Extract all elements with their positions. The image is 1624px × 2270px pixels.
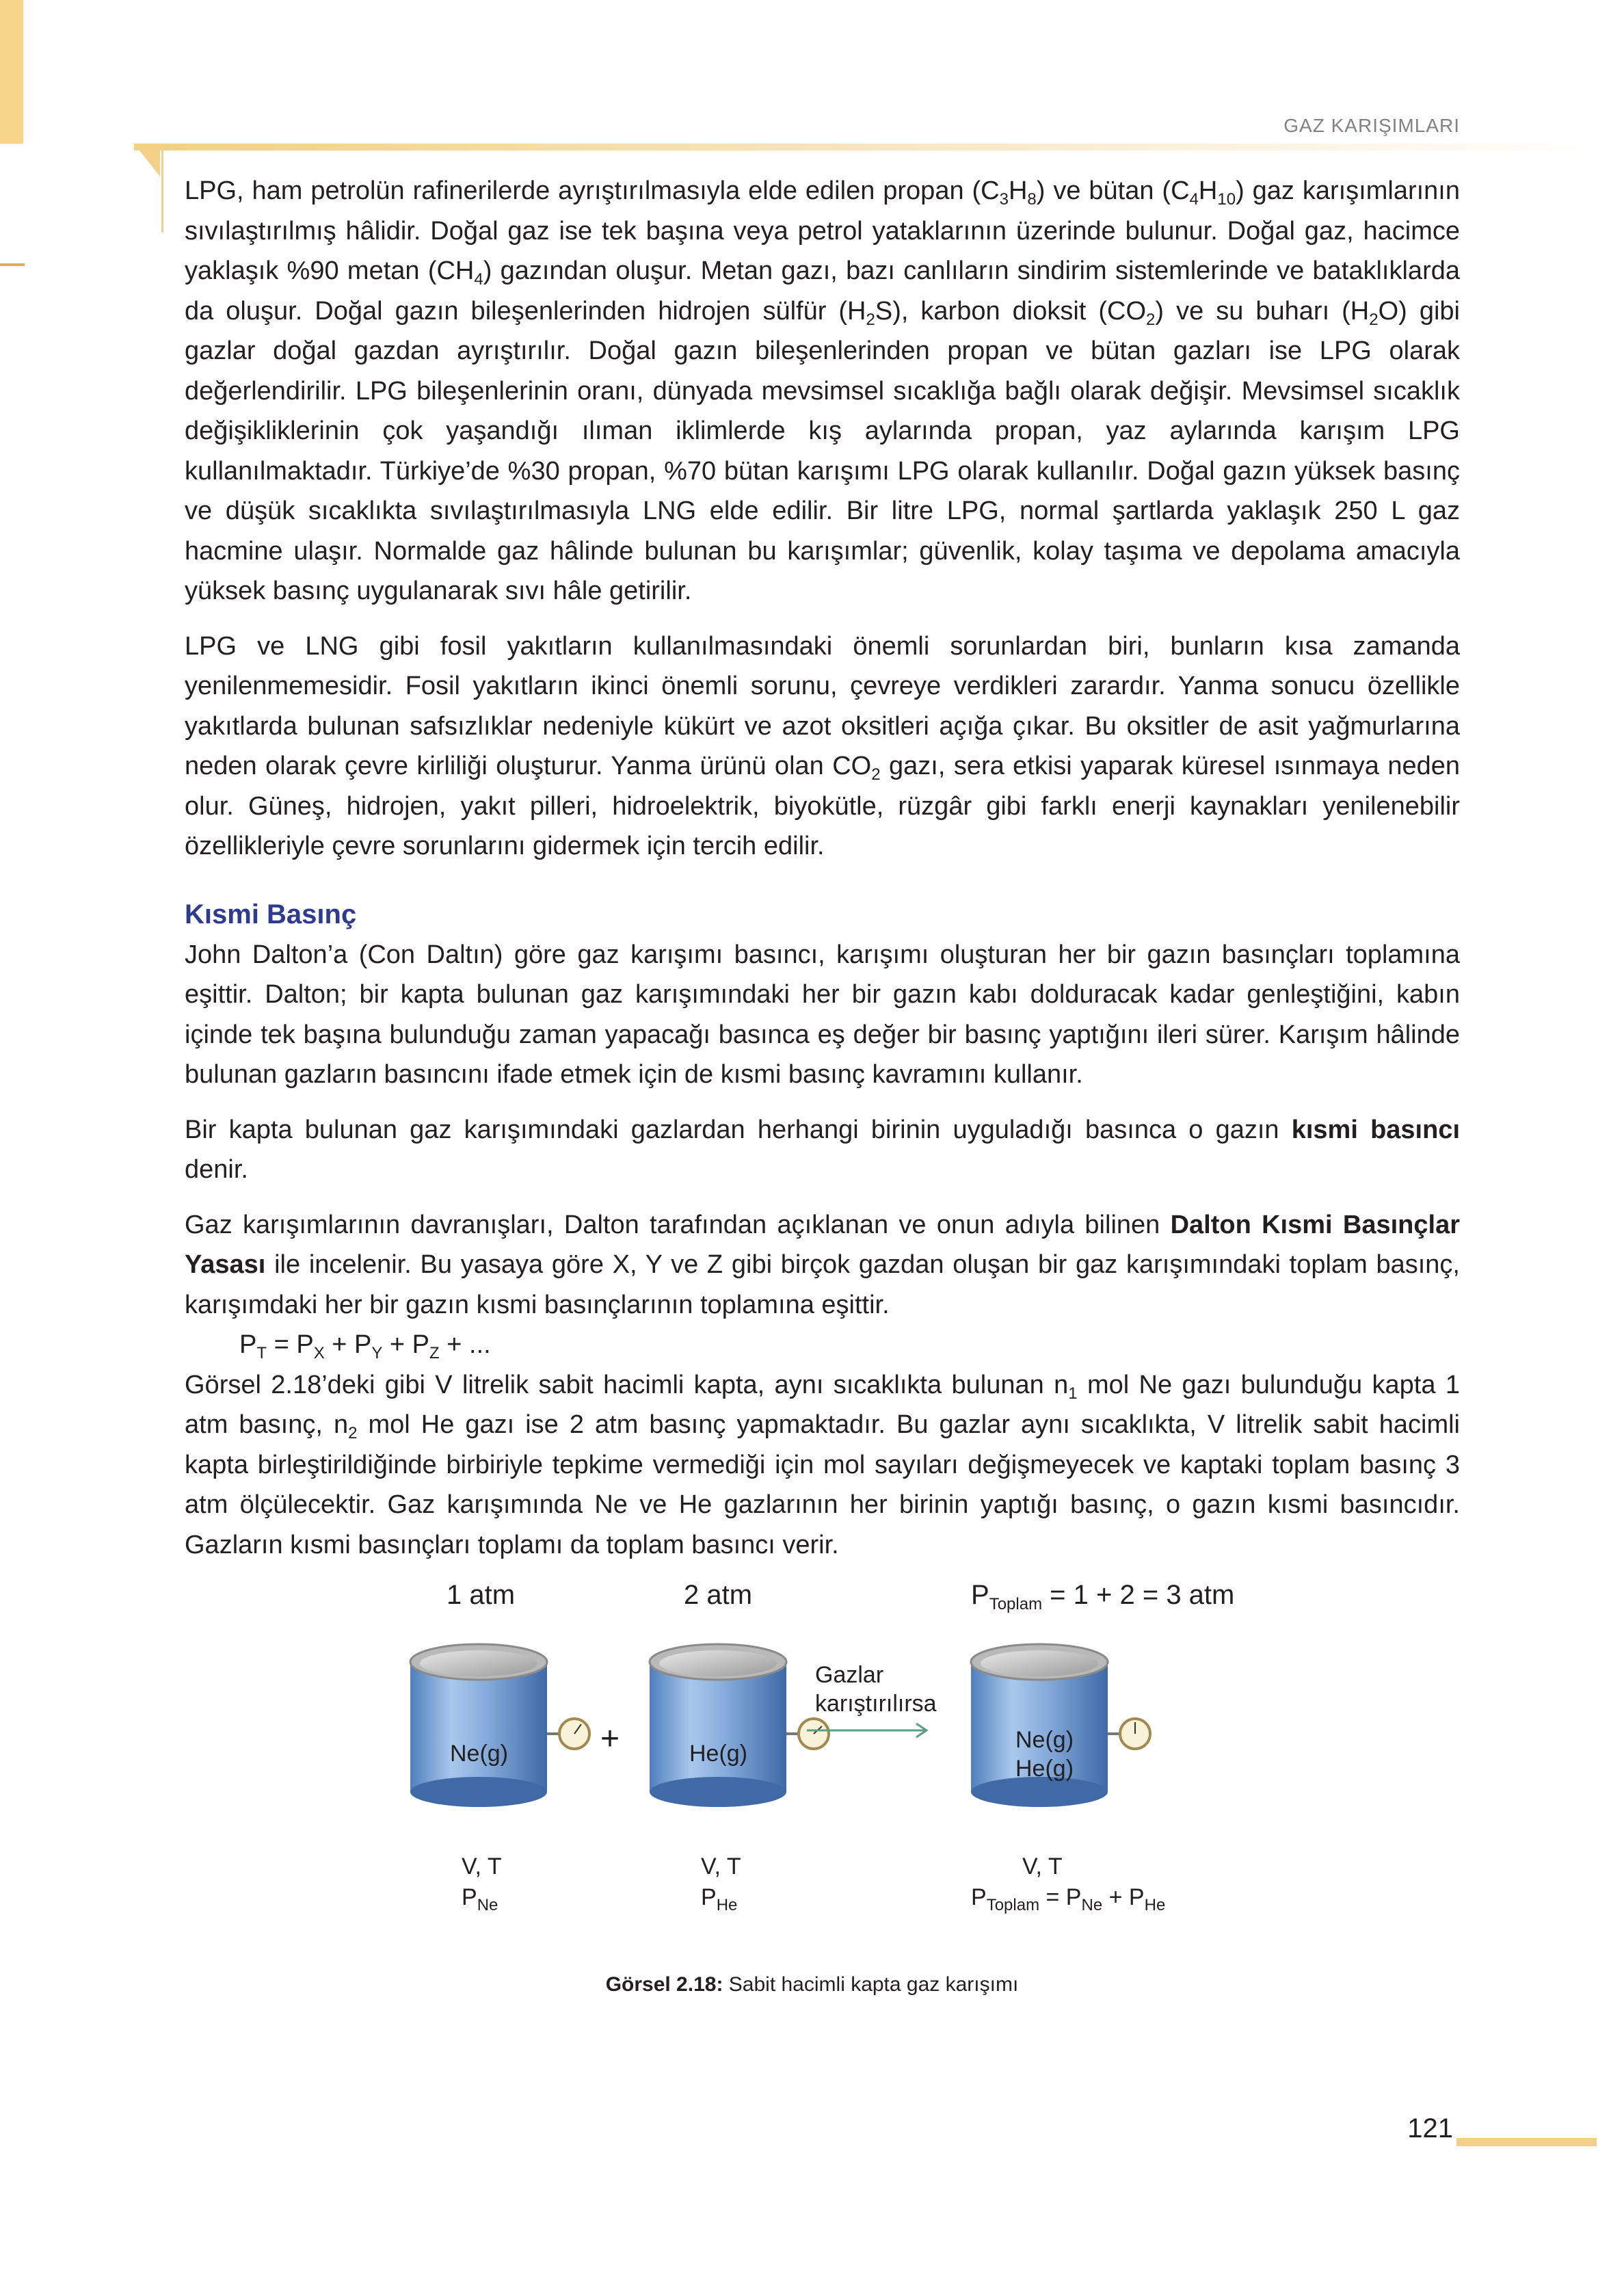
dalton-formula: $P_T = P_X + P_Y + P_Z$ + ...	[239, 1330, 491, 1362]
label-mix-total: $P_{Toplam} = P_{Ne} + P_{He}$	[971, 1884, 1166, 1914]
figure-caption: Görsel 2.18: Sabit hacimli kapta gaz karışımı	[605, 1973, 1019, 1996]
plus-sign: +	[600, 1721, 620, 1757]
arrow-label-line2: karıştırılırsa	[815, 1691, 937, 1717]
container-ne	[410, 1644, 589, 1807]
label-mix-ne: Ne(g)	[1015, 1727, 1074, 1753]
paragraph-fossil: LPG ve LNG gibi fosil yakıtların kullanılmasındaki önemli sorunlardan biri, bunların kısa zamanda yenilenmemesidir. Fosil yakıtların ikinci önemli sorunu, çevreye verdikleri zarardır. Yanma sonucu özellikle yakıtlarda bulunan safsızlıklar nedeniyle kükürt ve azot oksitleri açığa çıkar. Bu oksitler de asit yağmurlarına neden olarak çevre kirliliği oluşturur. Yanma ürünü olan $CO_2$ gazı, sera etkisi yaparak küresel ısınmaya neden olur. Güneş, hidrojen, yakıt pilleri, hidroelektrik, biyokütle, rüzgâr gibi farklı enerji kaynakları yenilenebilir özellikleriyle çevre sorunlarını gidermek için tercih edilir.	[185, 631, 1461, 860]
label-he-gas: He(g)	[689, 1741, 748, 1767]
paragraph-partial-pressure: Bir kapta bulunan gaz karışımındaki gazlardan herhangi birinin uyguladığı basınca o gazın kısmi basıncı denir.	[185, 1115, 1461, 1184]
container-he	[650, 1644, 829, 1807]
header-rule	[134, 144, 1597, 150]
left-margin-bar	[0, 0, 23, 144]
paragraph-example: Görsel 2.18’deki gibi V litrelik sabit hacimli kapta, aynı sıcaklıkta bulunan $n_1$ mol Ne gazı bulunduğu kapta 1 atm basınç, $n_2$ mol He gazı ise 2 atm basınç yapmaktadır. Bu gazlar aynı sıcaklıkta, V litrelik sabit hacimli kapta birleştirildiğinde birbiriyle tepkime vermediği için mol sayıları değişmeyecek ve kaptaki toplam basınç 3 atm ölçülecektir. Gaz karışımında Ne ve He gazlarının her birinin yaptığı basınç, o gazın kısmi basıncıdır. Gazların kısmi basınçları toplamı da toplam basıncı verir.	[185, 1370, 1460, 1559]
footer-rule	[1456, 2138, 1597, 2146]
label-he-pressure: 2 atm	[684, 1580, 753, 1610]
paragraph-lpg: LPG, ham petrolün rafinerilerde ayrıştırılmasıyla elde edilen propan $(C_3H_8)$ ve bütan $(C_4H_{10})$ gaz karışımlarının sıvılaştırılmış hâlidir. Doğal gaz ise tek başına veya petrol yataklarının üzerinde bulunur. Doğal gaz, hacimce yaklaşık %90 metan $(CH_4)$ gazından oluşur. Metan gazı, bazı canlıların sindirim sistemlerinde ve bataklıklarda da oluşur. Doğal gazın bileşenlerinden hidrojen sülfür $(H_2S)$, karbon dioksit $(CO_2)$ ve su buharı $(H_2O)$ gibi gazlar doğal gazdan ayrıştırılır. Doğal gazın bileşenlerinden propan ve bütan gazları ise LPG olarak değerlendirilir. LPG bileşenlerinin oranı, dünyada mevsimsel sıcaklığa bağlı olarak değişir. Mevsimsel sıcaklık değişikliklerinin çok yaşandığı ılıman iklimlerde kış aylarında propan, yaz aylarında karışım LPG kullanılmaktadır. Türkiye’de %30 propan, %70 bütan karışımı LPG olarak kullanılır. Doğal gazın yüksek basınç ve düşük sıcaklıkta sıvılaştırılmasıyla LNG elde edilir. Bir litre LPG, normal şartlarda yaklaşık 250 L gaz hacmine ulaşır. Normalde gaz hâlinde bulunan bu karışımlar; güvenlik, kolay taşıma ve depolama amacıyla yüksek basınç uygulanarak sıvı hâle getirilir.	[185, 176, 1461, 605]
label-he-partial: $P_{He}$	[701, 1884, 738, 1914]
label-ne-pressure: 1 atm	[447, 1580, 516, 1610]
left-margin-tick	[0, 263, 25, 266]
label-ne-partial: $P_{Ne}$	[462, 1884, 498, 1914]
page-number: 121	[1407, 2113, 1453, 2143]
label-ne-vt: V, T	[462, 1853, 502, 1879]
label-mix-he: He(g)	[1015, 1756, 1074, 1782]
paragraph-dalton-law: Gaz karışımlarının davranışları, Dalton tarafından açıklanan ve onun adıyla bilinen Dalton Kısmi Basınçlar Yasası ile incelenir. Bu yasaya göre X, Y ve Z gibi birçok gazdan oluşan bir gaz karışımındaki toplam basınç, karışımdaki her bir gazın kısmi basınçlarının toplamına eşittir.	[185, 1210, 1460, 1319]
label-total-pressure: $P_{Toplam} = 1 + 2 = 3$ atm	[971, 1580, 1235, 1613]
label-he-vt: V, T	[701, 1853, 741, 1879]
header-corner	[134, 144, 160, 176]
main-text	[185, 171, 1460, 1565]
container-mixture	[971, 1644, 1150, 1807]
header-vertical-rule	[161, 150, 163, 233]
label-mix-vt: V, T	[1022, 1853, 1063, 1879]
section-heading: Kısmi Basınç	[185, 899, 357, 929]
paragraph-dalton: John Dalton’a (Con Daltın) göre gaz karışımı basıncı, karışımı oluşturan her bir gazın basınçları toplamına eşittir. Dalton; bir kapta bulunan gaz karışımındaki her bir gazın kabı dolduracak kadar genleştiğini, kabın içinde tek başına bulunduğu zaman yapacağı basınca eş değer bir basınç yaptığını ileri sürer. Karışım hâlinde bulunan gazların basıncını ifade etmek için de kısmi basınç kavramını kullanır.	[185, 940, 1460, 1089]
chapter-header: GAZ KARIŞIMLARI	[1283, 115, 1460, 136]
arrow-label-line1: Gazlar	[815, 1662, 884, 1688]
label-ne-gas: Ne(g)	[450, 1741, 509, 1767]
figure-gas-mixture	[369, 1580, 1272, 1936]
